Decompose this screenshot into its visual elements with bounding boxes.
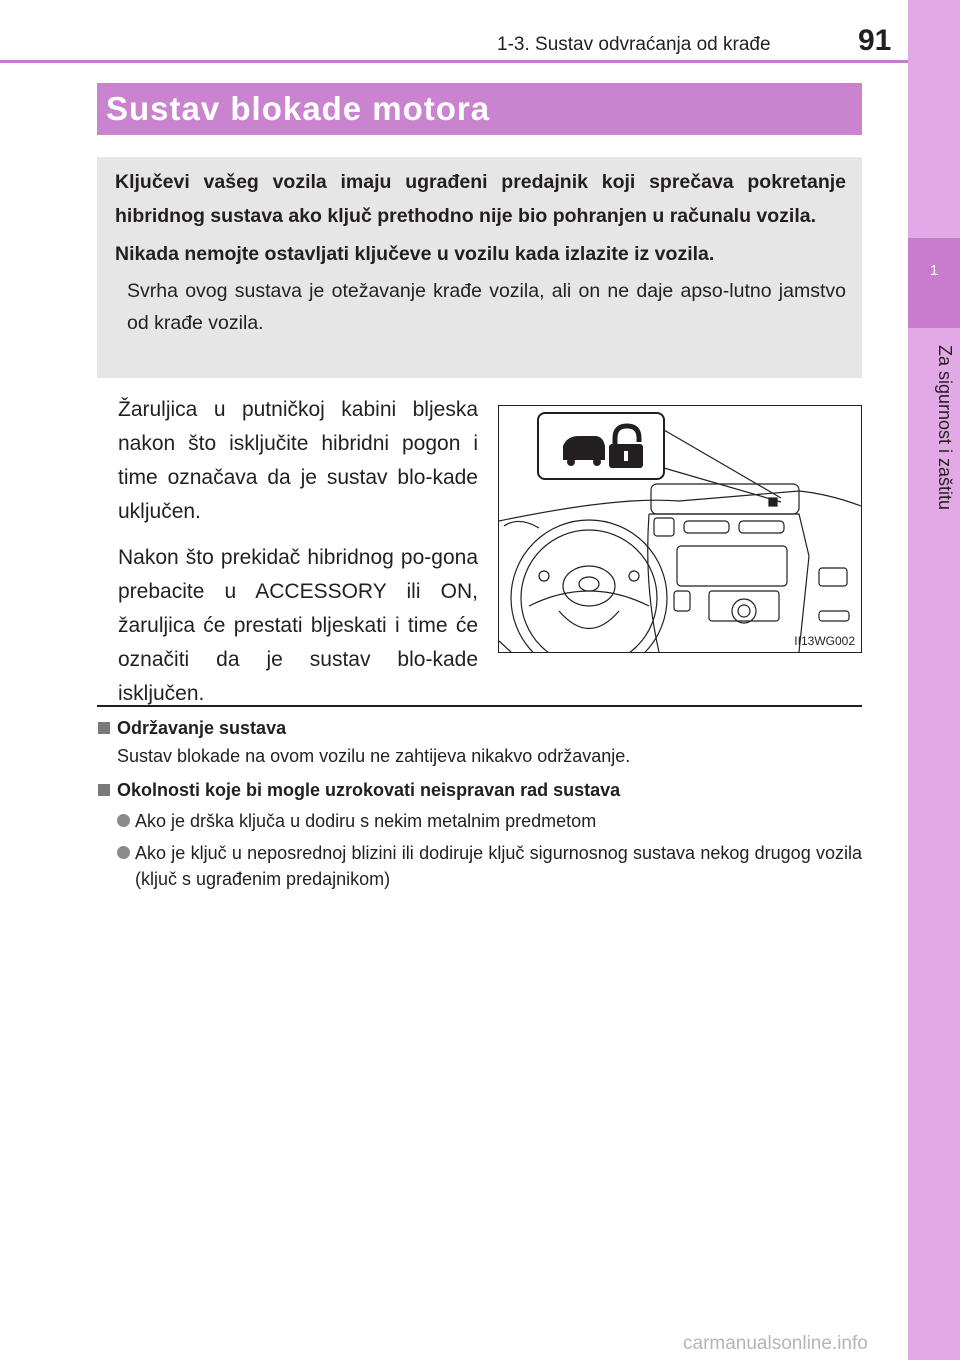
intro-paragraph: Ključevi vašeg vozila imaju ugrađeni predajnik koji sprečava pokretanje hibridnog sustava ako ključ prethodno nije bio pohranjen u računalu vozila. <box>115 171 846 227</box>
page-title: Sustav blokade motora <box>97 83 862 135</box>
list-item <box>117 808 862 834</box>
figure-code: II13WG002 <box>794 634 855 648</box>
section-divider <box>97 705 862 707</box>
circle-bullet-icon <box>117 846 130 859</box>
list-item-text: Ako je drška ključa u dodiru s nekim metalnim predmetom <box>135 811 597 831</box>
intro-box <box>97 157 862 378</box>
list-item-text: Ako je ključ u neposrednoj blizini ili dodiruje ključ sigurnosnog sustava nekog drugog vozila (ključ s ugrađenim predajnikom) <box>135 843 862 889</box>
intro-warning: Nikada nemojte ostavljati ključeve u vozilu kada izlazite iz vozila. <box>115 243 715 265</box>
note-heading-maintenance <box>97 714 862 742</box>
section-title: 1-3. Sustav odvraćanja od krađe <box>497 34 771 55</box>
notes-section <box>97 714 862 898</box>
page-number: 91 <box>858 24 892 57</box>
square-bullet-icon <box>98 784 110 796</box>
note-text: Sustav blokade na ovom vozilu ne zahtijeva nikakvo održavanje. <box>117 746 631 766</box>
chapter-sidebar <box>908 0 960 1360</box>
note-title: Okolnosti koje bi mogle uzrokovati neispravan rad sustava <box>117 780 621 800</box>
list-item <box>117 840 862 892</box>
chapter-title: Za sigurnost i zaštitu <box>935 345 955 511</box>
body-paragraph-1: Žaruljica u putničkoj kabini bljeska nakon što isključite hibridni pogon i time označava da je sustav blo-kade uključen. <box>118 398 478 523</box>
note-heading-malfunction <box>97 776 862 804</box>
intro-note: Svrha ovog sustava je otežavanje krađe vozila, ali on ne daje apso-lutno jamstvo od krađe vozila. <box>127 280 846 334</box>
chapter-tab-active <box>908 238 960 328</box>
chapter-number: 1 <box>929 262 939 279</box>
square-bullet-icon <box>98 722 110 734</box>
dashboard-illustration <box>498 405 862 653</box>
watermark: carmanualsonline.info <box>683 1333 868 1354</box>
circle-bullet-icon <box>117 814 130 827</box>
note-title: Održavanje sustava <box>117 718 287 738</box>
car-lock-icon <box>537 412 665 480</box>
header-rule <box>0 60 908 63</box>
body-paragraph-2: Nakon što prekidač hibridnog po-gona prebacite u ACCESSORY ili ON, žaruljica će prestati bljeskati i time će označiti da je sustav blo-kade isključen. <box>118 546 478 705</box>
body-text <box>118 393 478 723</box>
indicator-symbol <box>539 414 663 478</box>
